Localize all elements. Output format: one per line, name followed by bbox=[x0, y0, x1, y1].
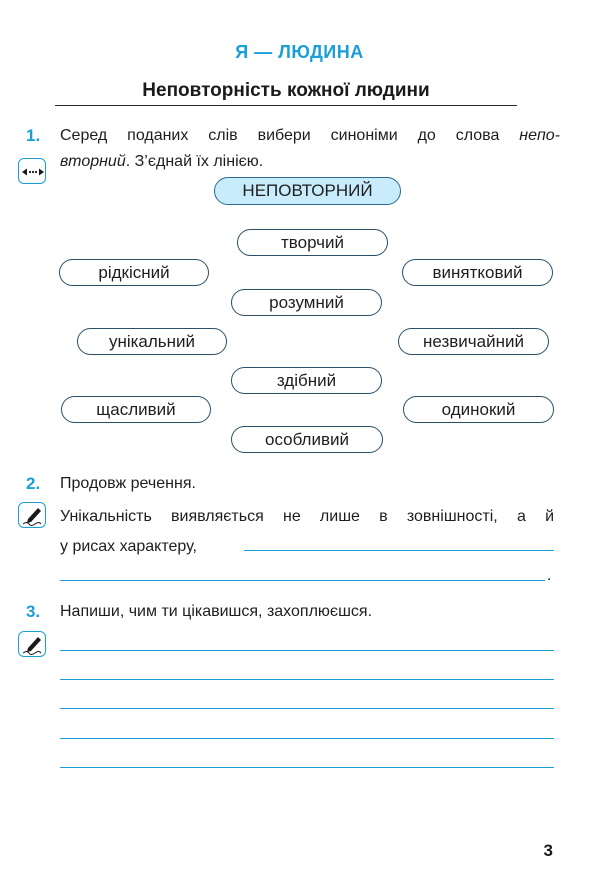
section-title: Я — ЛЮДИНА bbox=[235, 42, 364, 62]
word-pill-rozumnyi[interactable]: розумний bbox=[231, 289, 382, 316]
task-3-number: 3. bbox=[26, 602, 41, 621]
task-1-text-part-2: . З’єднай їх лінією. bbox=[125, 153, 264, 170]
word-pill-center[interactable]: НЕПОВТОРНИЙ bbox=[214, 177, 401, 205]
answer-line[interactable] bbox=[60, 738, 554, 739]
word-pill-unikalnyi[interactable]: унікальний bbox=[77, 328, 227, 355]
word-pill-odynokyi[interactable]: одинокий bbox=[403, 396, 554, 423]
answer-line[interactable] bbox=[244, 550, 554, 551]
title-underline bbox=[55, 105, 517, 106]
sentence-end-period: . bbox=[547, 567, 552, 584]
word-pill-shchaslyvyi[interactable]: щасливий bbox=[61, 396, 211, 423]
word-pill-ridkisnyi[interactable]: рідкісний bbox=[59, 259, 209, 286]
word-pill-tvorchyi[interactable]: творчий bbox=[237, 229, 388, 256]
task-2-sentence-line1: Унікальність виявляється не лише в зовнішності, а й bbox=[60, 508, 554, 525]
word-pill-nezvychainyi[interactable]: незвичайний bbox=[398, 328, 549, 355]
answer-line[interactable] bbox=[60, 679, 554, 680]
pen-writing-icon bbox=[18, 631, 46, 657]
lesson-title: Неповторність кожної людини bbox=[142, 80, 430, 101]
task-1-number: 1. bbox=[26, 126, 41, 145]
answer-line[interactable] bbox=[60, 650, 554, 651]
task-2-sentence-line2: у рисах характеру, bbox=[60, 538, 197, 555]
answer-line[interactable] bbox=[60, 580, 545, 581]
page-number: 3 bbox=[543, 841, 553, 860]
connect-arrows-icon bbox=[18, 158, 46, 184]
task-3-instruction: Напиши, чим ти цікавишся, захоплюєшся. bbox=[60, 603, 373, 620]
task-1-text-italic: непо- bbox=[519, 127, 560, 144]
word-pill-vyniatkovyi[interactable]: винятковий bbox=[402, 259, 553, 286]
task-1-text bbox=[60, 123, 560, 175]
answer-line[interactable] bbox=[60, 767, 554, 768]
pen-writing-icon bbox=[18, 502, 46, 528]
task-2-instruction: Продовж речення. bbox=[60, 475, 196, 492]
word-pill-osoblyvyi[interactable]: особливий bbox=[231, 426, 383, 453]
word-pill-zdibnyi[interactable]: здібний bbox=[231, 367, 382, 394]
task-2-number: 2. bbox=[26, 474, 41, 493]
task-1-text-italic-2: вторний bbox=[60, 153, 126, 170]
answer-line[interactable] bbox=[60, 708, 554, 709]
task-1-text-part: Серед поданих слів вибери синоніми до слова bbox=[60, 127, 520, 144]
